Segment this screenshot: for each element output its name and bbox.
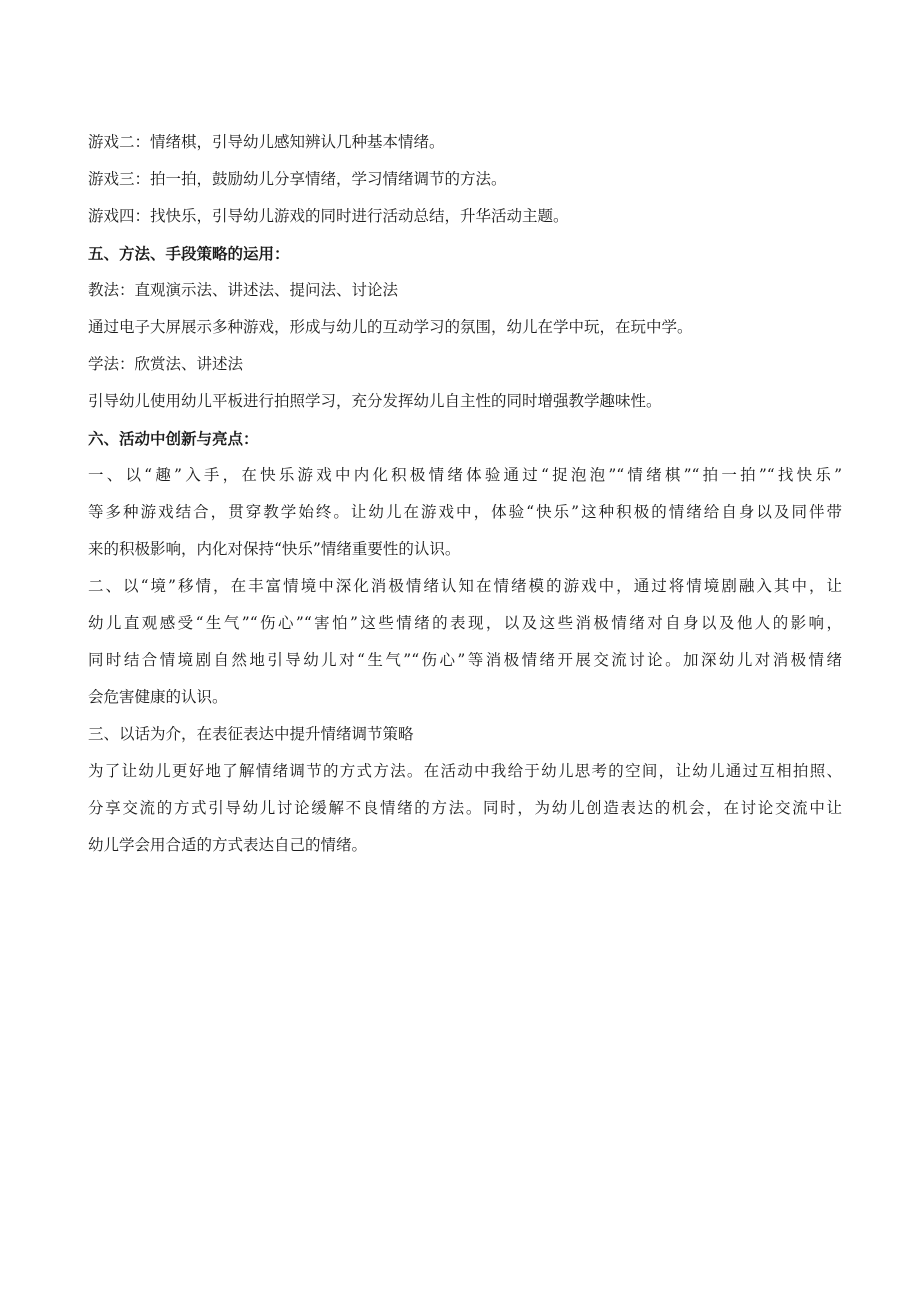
game-two-line: 游戏二：情绪棋，引导幼儿感知辨认几种基本情绪。 [88,133,445,151]
point-two-line: 幼儿直观感受“生气”“伤心”“害怕”这些情绪的表现，以及这些消极情绪对自身以及他人的影响， [88,614,842,632]
point-three-line: 分享交流的方式引导幼儿讨论缓解不良情绪的方法。同时，为幼儿创造表达的机会，在讨论交流中让 [88,799,842,817]
point-one-line: 一、以“趣”入手，在快乐游戏中内化积极情绪体验通过“捉泡泡”“情绪棋”“拍一拍”“找快乐” [88,466,842,484]
section-five-heading: 五、方法、手段策略的运用： [88,244,290,263]
document-page [88,124,842,864]
point-three-title: 三、以话为介，在表征表达中提升情绪调节策略 [88,725,414,743]
point-two-line: 同时结合情境剧自然地引导幼儿对“生气”“伤心”等消极情绪开展交流讨论。加深幼儿对消极情绪 [88,651,842,669]
learning-method-line: 学法：欣赏法、讲述法 [88,355,244,373]
teaching-method-line: 教法：直观演示法、讲述法、提问法、讨论法 [88,281,399,299]
game-four-line: 游戏四：找快乐，引导幼儿游戏的同时进行活动总结，升华活动主题。 [88,207,569,225]
point-one-line: 等多种游戏结合，贯穿教学始终。让幼儿在游戏中，体验“快乐”这种积极的情绪给自身以及同伴带 [88,503,842,521]
point-one-line: 来的积极影响，内化对保持“快乐”情绪重要性的认识。 [88,540,461,558]
game-three-line: 游戏三：拍一拍，鼓励幼儿分享情绪，学习情绪调节的方法。 [88,170,507,188]
point-two-line: 二、以“境”移情，在丰富情境中深化消极情绪认知在情绪模的游戏中，通过将情境剧融入其中，让 [88,577,842,595]
teaching-method-description: 通过电子大屏展示多种游戏，形成与幼儿的互动学习的氛围，幼儿在学中玩，在玩中学。 [88,318,693,336]
learning-method-description: 引导幼儿使用幼儿平板进行拍照学习，充分发挥幼儿自主性的同时增强教学趣味性。 [88,392,662,410]
section-six-heading: 六、活动中创新与亮点： [88,429,259,448]
point-three-line: 为了让幼儿更好地了解情绪调节的方式方法。在活动中我给于幼儿思考的空间，让幼儿通过互相拍照、 [88,762,842,780]
point-three-line: 幼儿学会用合适的方式表达自己的情绪。 [88,836,368,854]
point-two-line: 会危害健康的认识。 [88,688,228,706]
